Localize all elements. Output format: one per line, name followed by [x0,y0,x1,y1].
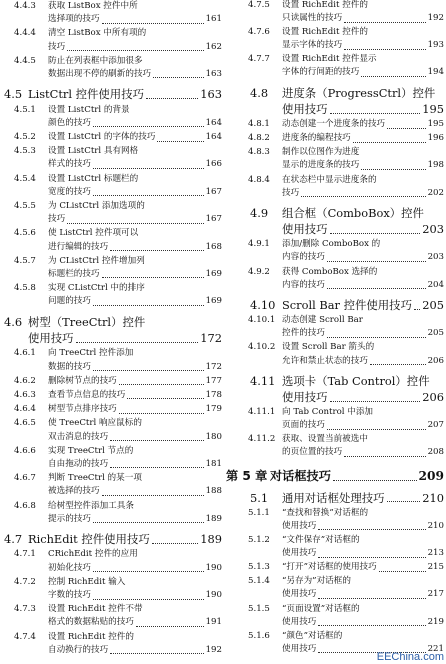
toc-entry-page: 193 [427,40,444,51]
toc-entry-title-line: 初始化技巧 [48,562,91,573]
toc-entry [226,433,444,459]
toc-entry-page: 196 [427,133,444,144]
toc-entry-title-line: 标题栏的技巧 [48,268,100,279]
toc-entry [226,468,444,484]
toc-entry-number: 4.8 [250,85,269,100]
toc-entry-title-line: 双击消息的技巧 [48,431,109,442]
toc-entry-page: 198 [427,160,444,171]
toc-entry-number: 4.10.2 [248,342,276,353]
toc-entry-number: 4.7.2 [14,576,36,587]
toc-leader-dots [327,288,426,289]
toc-entry-title-line: 使用技巧 [282,102,328,116]
toc-entry [0,86,222,102]
toc-leader-dots [387,501,421,502]
toc-leader-dots [327,261,426,262]
toc-entry-title-line: 问题的技巧 [48,296,91,307]
toc-entry-title-line: 对话框技巧 [270,469,331,484]
toc-entry-page: 203 [422,222,444,237]
toc-leader-dots [353,142,426,143]
toc-entry-page: 168 [205,241,222,252]
toc-entry-number: 4.5.6 [14,228,36,239]
toc-entry [0,104,222,130]
toc-entry-number: 5.1 [250,490,269,505]
toc-entry-number: 5.1.2 [248,535,270,546]
toc-entry-title-line: 使 ListCtrl 控件项可以 [48,228,139,239]
toc-entry-number: 4.5.4 [14,173,36,184]
toc-leader-dots [110,653,203,654]
toc-entry-title-line: 使用技巧 [28,331,74,346]
toc-entry-title-line: 设置 ListCtrl 的背景 [48,104,130,115]
toc-entry-number: 4.5.7 [14,255,36,266]
toc-entry-page: 209 [418,469,444,484]
toc-leader-dots [76,342,199,343]
toc-entry-title-line: 在状态栏中显示进度条的 [282,174,377,185]
toc-entry-page: 210 [427,520,444,531]
toc-entry-number: 4.6.3 [14,389,36,400]
toc-entry-title-line: 自动换行的技巧 [48,644,109,655]
toc-entry-title-line: 使用技巧 [282,548,317,559]
toc-entry [0,145,222,171]
toc-entry-page: 177 [205,375,222,386]
toc-leader-dots [146,98,198,99]
toc-entry-title-line: 获得 ComboBox 选择的 [282,266,378,277]
toc-entry [0,314,222,347]
toc-entry-title-line: 查看节点信息的技巧 [48,389,126,400]
toc-entry [0,603,222,629]
toc-entry-title-line: 进行编辑的技巧 [48,241,109,252]
toc-leader-dots [333,480,417,481]
toc-leader-dots [119,413,204,414]
toc-entry-page: 167 [205,186,222,197]
toc-entry-title-line: 制作以位图作为进度 [282,147,360,158]
toc-entry [0,27,222,53]
toc-entry [0,445,222,471]
toc-entry-number: 4.10.1 [248,315,276,326]
toc-entry-page: 213 [427,548,444,559]
toc-entry [226,507,444,533]
toc-entry [226,174,444,200]
toc-entry [0,531,222,547]
toc-leader-dots [153,77,203,78]
toc-entry-title-line: 实现 TreeCtrl 节点的 [48,445,134,456]
toc-entry [226,341,444,367]
toc-leader-dots [361,169,425,170]
toc-entry-title-line: 自由拖动的技巧 [48,458,109,469]
toc-leader-dots [318,557,425,558]
toc-entry-number: 4.8.4 [248,174,270,185]
toc-entry-page: 217 [427,589,444,600]
toc-entry [0,548,222,574]
toc-entry [226,373,444,405]
toc-leader-dots [318,529,425,530]
toc-entry [226,0,444,25]
toc-leader-dots [67,50,203,51]
toc-entry-title-line: 控制 RichEdit 输入 [48,576,126,587]
toc-entry-number: 4.6 [4,314,23,329]
toc-entry-title-line: 实现 CListCtrl 中的排序 [48,283,145,294]
toc-entry-page: 163 [205,68,222,79]
toc-leader-dots [110,467,203,468]
toc-entry-page: 190 [205,590,222,601]
toc-entry-number: 4.6.2 [14,375,36,386]
toc-entry-title-line: 允许和禁止状态的技巧 [282,355,368,366]
toc-entry [226,575,444,601]
toc-entry-page: 172 [205,361,222,372]
toc-entry-title-line: 设置 ListCtrl 标题栏的 [48,173,139,184]
toc-entry-number: 5.1.5 [248,603,270,614]
toc-entry-page: 210 [422,490,444,505]
toc-leader-dots [344,22,425,23]
toc-entry [0,173,222,199]
toc-entry-title-line: 进度条的编程技巧 [282,133,351,144]
toc-entry-title-line: 内容的技巧 [282,252,325,263]
toc-leader-dots [102,277,204,278]
toc-entry-number: 4.5.3 [14,146,36,157]
toc-entry [0,227,222,253]
toc-leader-dots [330,401,421,402]
toc-leader-dots [119,384,204,385]
toc-entry-title-line: 宽度的技巧 [48,186,91,197]
toc-entry-page: 180 [205,431,222,442]
toc-entry-title-line: 获取 ListBox 控件中所 [48,1,138,11]
toc-entry-title-line: 动态创建一个进度条的技巧 [282,119,386,130]
toc-entry-page: 219 [427,616,444,627]
toc-entry-title-line: 使用技巧 [282,643,317,654]
toc-entry-title-line: 使用技巧 [282,616,317,627]
toc-entry [0,0,222,26]
toc-entry-number: 4.6.5 [14,418,36,429]
toc-entry [0,375,222,388]
toc-entry-title-line: 格式的数据粘贴的技巧 [48,617,134,628]
toc-entry-title-line: 被选择的技巧 [48,486,100,497]
toc-entry-page: 194 [427,67,444,78]
toc-entry-title-line: 判断 TreeCtrl 的某一项 [48,473,142,484]
toc-entry-page: 172 [200,331,222,346]
toc-entry [226,297,444,313]
toc-entry-title-line: Scroll Bar 控件使用技巧 [282,298,412,313]
toc-entry-page: 188 [205,486,222,497]
toc-entry-title-line: 为 CListCtrl 控件增加列 [48,255,145,266]
toc-entry-title-line: 使用技巧 [282,390,328,405]
toc-entry-title-line: 清空 ListBox 中所有项的 [48,28,147,39]
toc-entry [226,490,444,506]
toc-leader-dots [379,571,426,572]
toc-entry [0,255,222,281]
toc-entry-page: 164 [205,132,222,143]
toc-entry-title-line: CRichEdit 控件的应用 [48,549,138,560]
toc-entry-page: 195 [422,102,444,116]
toc-entry-number: 4.8.1 [248,119,270,130]
toc-entry-title-line: 通用对话框处理技巧 [282,490,385,505]
toc-entry-title-line: ListCtrl 控件使用技巧 [28,87,144,102]
toc-entry-number: 4.7.5 [248,0,270,10]
toc-entry [0,576,222,602]
toc-leader-dots [93,126,204,127]
toc-entry-title-line: 页面的技巧 [282,420,325,431]
toc-entry-title-line: 设置 RichEdit 控件显示 [282,54,377,65]
toc-entry-number: 5.1.6 [248,630,270,641]
toc-entry-title-line: 设置 RichEdit 控件的 [48,631,134,642]
toc-entry-number: 4.8.3 [248,147,270,158]
toc-entry-title-line: 内容的技巧 [282,279,325,290]
toc-entry-title-line: 为 CListCtrl 添加选项的 [48,201,145,212]
toc-leader-dots [152,543,199,544]
toc-leader-dots [136,626,204,627]
toc-entry [0,347,222,373]
toc-leader-dots [93,599,204,600]
toc-leader-dots [110,440,203,441]
toc-entry-page: 179 [205,404,222,415]
toc-entry-title-line: 显示字体的技巧 [282,40,343,51]
toc-entry-title-line: 树型（TreeCtrl）控件 [28,314,146,329]
toc-entry-page: 161 [205,14,222,25]
toc-entry [0,389,222,402]
toc-entry-page: 189 [205,513,222,524]
toc-entry [0,282,222,308]
toc-entry [0,403,222,416]
toc-entry-number: 4.4.3 [14,1,36,11]
toc-entry-page: 192 [205,644,222,655]
toc-entry-number: 4.7.6 [248,27,270,38]
toc-leader-dots [157,141,203,142]
toc-entry-number: 4.4.5 [14,55,36,66]
toc-entry-page: 204 [427,279,444,290]
toc-leader-dots [344,49,425,50]
toc-entry-title-line: RichEdit 控件使用技巧 [28,532,150,547]
toc-leader-dots [93,305,204,306]
toc-entry-title-line: 设置 ListCtrl 的字体的技巧 [48,132,156,143]
toc-leader-dots [102,495,204,496]
toc-entry [226,561,444,574]
toc-entry-title-line: “查找和替换”对话框的 [282,507,369,518]
toc-leader-dots [327,337,426,338]
toc-leader-dots [318,598,425,599]
toc-leader-dots [93,370,204,371]
toc-entry-page: 181 [205,458,222,469]
toc-entry-number: 第 5 章 [226,469,268,484]
toc-entry-number: 4.7.7 [248,54,270,65]
toc-entry-number: 4.5.1 [14,104,36,115]
toc-entry-page: 192 [427,13,444,24]
toc-entry-number: 4.6.1 [14,348,36,359]
toc-entry-page: 167 [205,214,222,225]
toc-entry-title-line: 设置 ListCtrl 具有网格 [48,146,139,157]
toc-entry [0,131,222,144]
toc-entry-number: 4.11 [250,373,276,388]
toc-entry-number: 4.5 [4,87,23,102]
toc-entry [226,53,444,79]
toc-entry-title-line: 的页位置的技巧 [282,447,343,458]
toc-leader-dots [93,168,204,169]
toc-entry-title-line: 设置 Scroll Bar 箭头的 [282,342,375,353]
toc-entry-title-line: 技巧 [48,214,66,225]
toc-entry [226,534,444,560]
toc-leader-dots [127,398,203,399]
toc-leader-dots [370,364,426,365]
toc-entry-title-line: 向 TreeCtrl 控件添加 [48,348,134,359]
toc-entry-number: 4.7.3 [14,604,36,615]
toc-entry-title-line: 选项卡（Tab Control）控件 [282,373,430,388]
toc-entry-title-line: 选择项的技巧 [48,14,100,25]
toc-entry [226,238,444,264]
toc-entry-number: 4.9 [250,206,269,221]
toc-entry-page: 207 [427,420,444,431]
toc-entry-title-line: 设置 RichEdit 控件不带 [48,604,143,615]
toc-entry-title-line: “页面设置”对话框的 [282,603,360,614]
toc-entry-number: 4.9.2 [248,266,270,277]
toc-entry-title-line: “另存为”对话框的 [282,576,351,587]
toc-entry-number: 4.4.4 [14,28,36,39]
toc-entry-number: 4.11.2 [248,434,276,445]
toc-entry [0,55,222,81]
toc-entry-page: 208 [427,447,444,458]
toc-entry-number: 4.5.8 [14,283,36,294]
toc-leader-dots [330,233,421,234]
toc-entry-title-line: 树型节点排序技巧 [48,404,117,415]
toc-leader-dots [387,128,425,129]
toc-entry-title-line: 设置 RichEdit 控件的 [282,0,368,10]
toc-entry-page: 205 [427,328,444,339]
toc-entry-number: 4.5.2 [14,132,36,143]
toc-entry [0,472,222,498]
toc-entry [226,132,444,145]
toc-entry [0,417,222,443]
toc-entry-title-line: 显示的进度条的技巧 [282,160,360,171]
toc-entry-number: 4.10 [250,298,276,313]
toc-entry-page: 205 [422,298,444,313]
toc-entry-title-line: 给树型控件添加工具条 [48,500,134,511]
toc-leader-dots [110,250,203,251]
toc-entry-number: 5.1.4 [248,576,270,587]
toc-leader-dots [344,456,425,457]
toc-entry-title-line: 获取、设置当前被选中 [282,434,368,445]
toc-entry-number: 5.1.1 [248,507,270,518]
toc-entry-page: 195 [427,119,444,130]
toc-entry-title-line: 向 Tab Control 中添加 [282,407,374,418]
toc-entry-title-line: 提示的技巧 [48,513,91,524]
toc-leader-dots [301,196,425,197]
toc-entry-title-line: 使用技巧 [282,589,317,600]
toc-leader-dots [414,309,420,310]
toc-entry-number: 4.7.4 [14,631,36,642]
toc-entry-number: 4.6.4 [14,404,36,415]
toc-leader-dots [93,522,204,523]
toc-entry-title-line: 使用技巧 [282,520,317,531]
toc-entry-page: 162 [205,41,222,52]
toc-entry [226,406,444,432]
toc-entry-title-line: 使 TreeCtrl 响应鼠标的 [48,418,142,429]
toc-entry-title-line: 设置 RichEdit 控件的 [282,27,368,38]
toc-entry-title-line: 字数的技巧 [48,590,91,601]
toc-entry-page: 206 [422,390,444,405]
toc-leader-dots [327,429,426,430]
toc-entry [226,118,444,131]
toc-entry [226,146,444,172]
toc-entry-title-line: 防止在列表框中添加很多 [48,55,143,66]
toc-leader-dots [361,76,425,77]
watermark: EEChina.com [376,651,444,663]
toc-entry [0,200,222,226]
toc-entry-number: 5.1.3 [248,562,270,573]
toc-entry-number: 4.6.7 [14,473,36,484]
toc-entry-title-line: 技巧 [282,187,300,198]
toc-entry [226,205,444,237]
toc-entry-number: 4.7 [4,532,23,547]
toc-entry-title-line: 技巧 [48,41,66,52]
toc-entry-title-line: 添加/删除 ComboBox 的 [282,239,381,250]
toc-entry [226,85,444,117]
toc-entry-title-line: 删除树节点的技巧 [48,375,117,386]
toc-entry [226,26,444,52]
toc-entry-title-line: 进度条（ProgressCtrl）控件 [282,85,436,100]
toc-entry-title-line: “打开”对话框的使用技巧 [282,562,377,573]
toc-entry-title-line: 动态创建 Scroll Bar [282,315,363,326]
toc-entry-page: 178 [205,389,222,400]
toc-entry-page: 169 [205,268,222,279]
toc-entry-page: 190 [205,562,222,573]
toc-entry-page: 215 [427,562,444,573]
toc-entry-title-line: 使用技巧 [282,222,328,237]
toc-entry-number: 4.6.8 [14,500,36,511]
toc-entry-page: 164 [205,117,222,128]
toc-entry [226,314,444,340]
toc-entry-number: 4.5.5 [14,201,36,212]
toc-entry-page: 221 [427,643,444,654]
toc-entry-number: 4.8.2 [248,133,270,144]
toc-entry-title-line: 数据出现不停的刷新的技巧 [48,68,152,79]
toc-entry-number: 4.7.1 [14,549,36,560]
toc-entry [226,266,444,292]
toc-entry-page: 202 [427,187,444,198]
toc-leader-dots [93,195,204,196]
toc-leader-dots [102,23,204,24]
toc-entry [226,603,444,629]
toc-entry [0,631,222,657]
toc-entry [0,500,222,526]
toc-entry-title-line: 只读属性的技巧 [282,13,343,24]
toc-leader-dots [330,113,421,114]
toc-entry-title-line: 组合框（ComboBox）控件 [282,206,424,221]
toc-entry-title-line: 样式的技巧 [48,159,91,170]
toc-leader-dots [318,625,425,626]
toc-entry-title-line: 数据的技巧 [48,361,91,372]
toc-entry-page: 163 [200,87,222,102]
toc-entry-title-line: 字体的行间距的技巧 [282,67,360,78]
toc-entry-title-line: 颜色的技巧 [48,117,91,128]
toc-leader-dots [93,571,204,572]
toc-entry-page: 169 [205,296,222,307]
toc-entry-page: 166 [205,159,222,170]
toc-entry-number: 4.9.1 [248,239,270,250]
toc-entry-number: 4.6.6 [14,445,36,456]
toc-entry-page: 206 [427,355,444,366]
toc-entry-number: 4.11.1 [248,407,276,418]
toc-entry-title-line: “颜色”对话框的 [282,630,343,641]
toc-entry-page: 189 [200,532,222,547]
toc-leader-dots [67,223,203,224]
toc-entry-page: 203 [427,252,444,263]
toc-entry-title-line: 控件的技巧 [282,328,325,339]
toc-entry-page: 191 [205,617,222,628]
toc-entry-title-line: “文件保存”对话框的 [282,535,360,546]
